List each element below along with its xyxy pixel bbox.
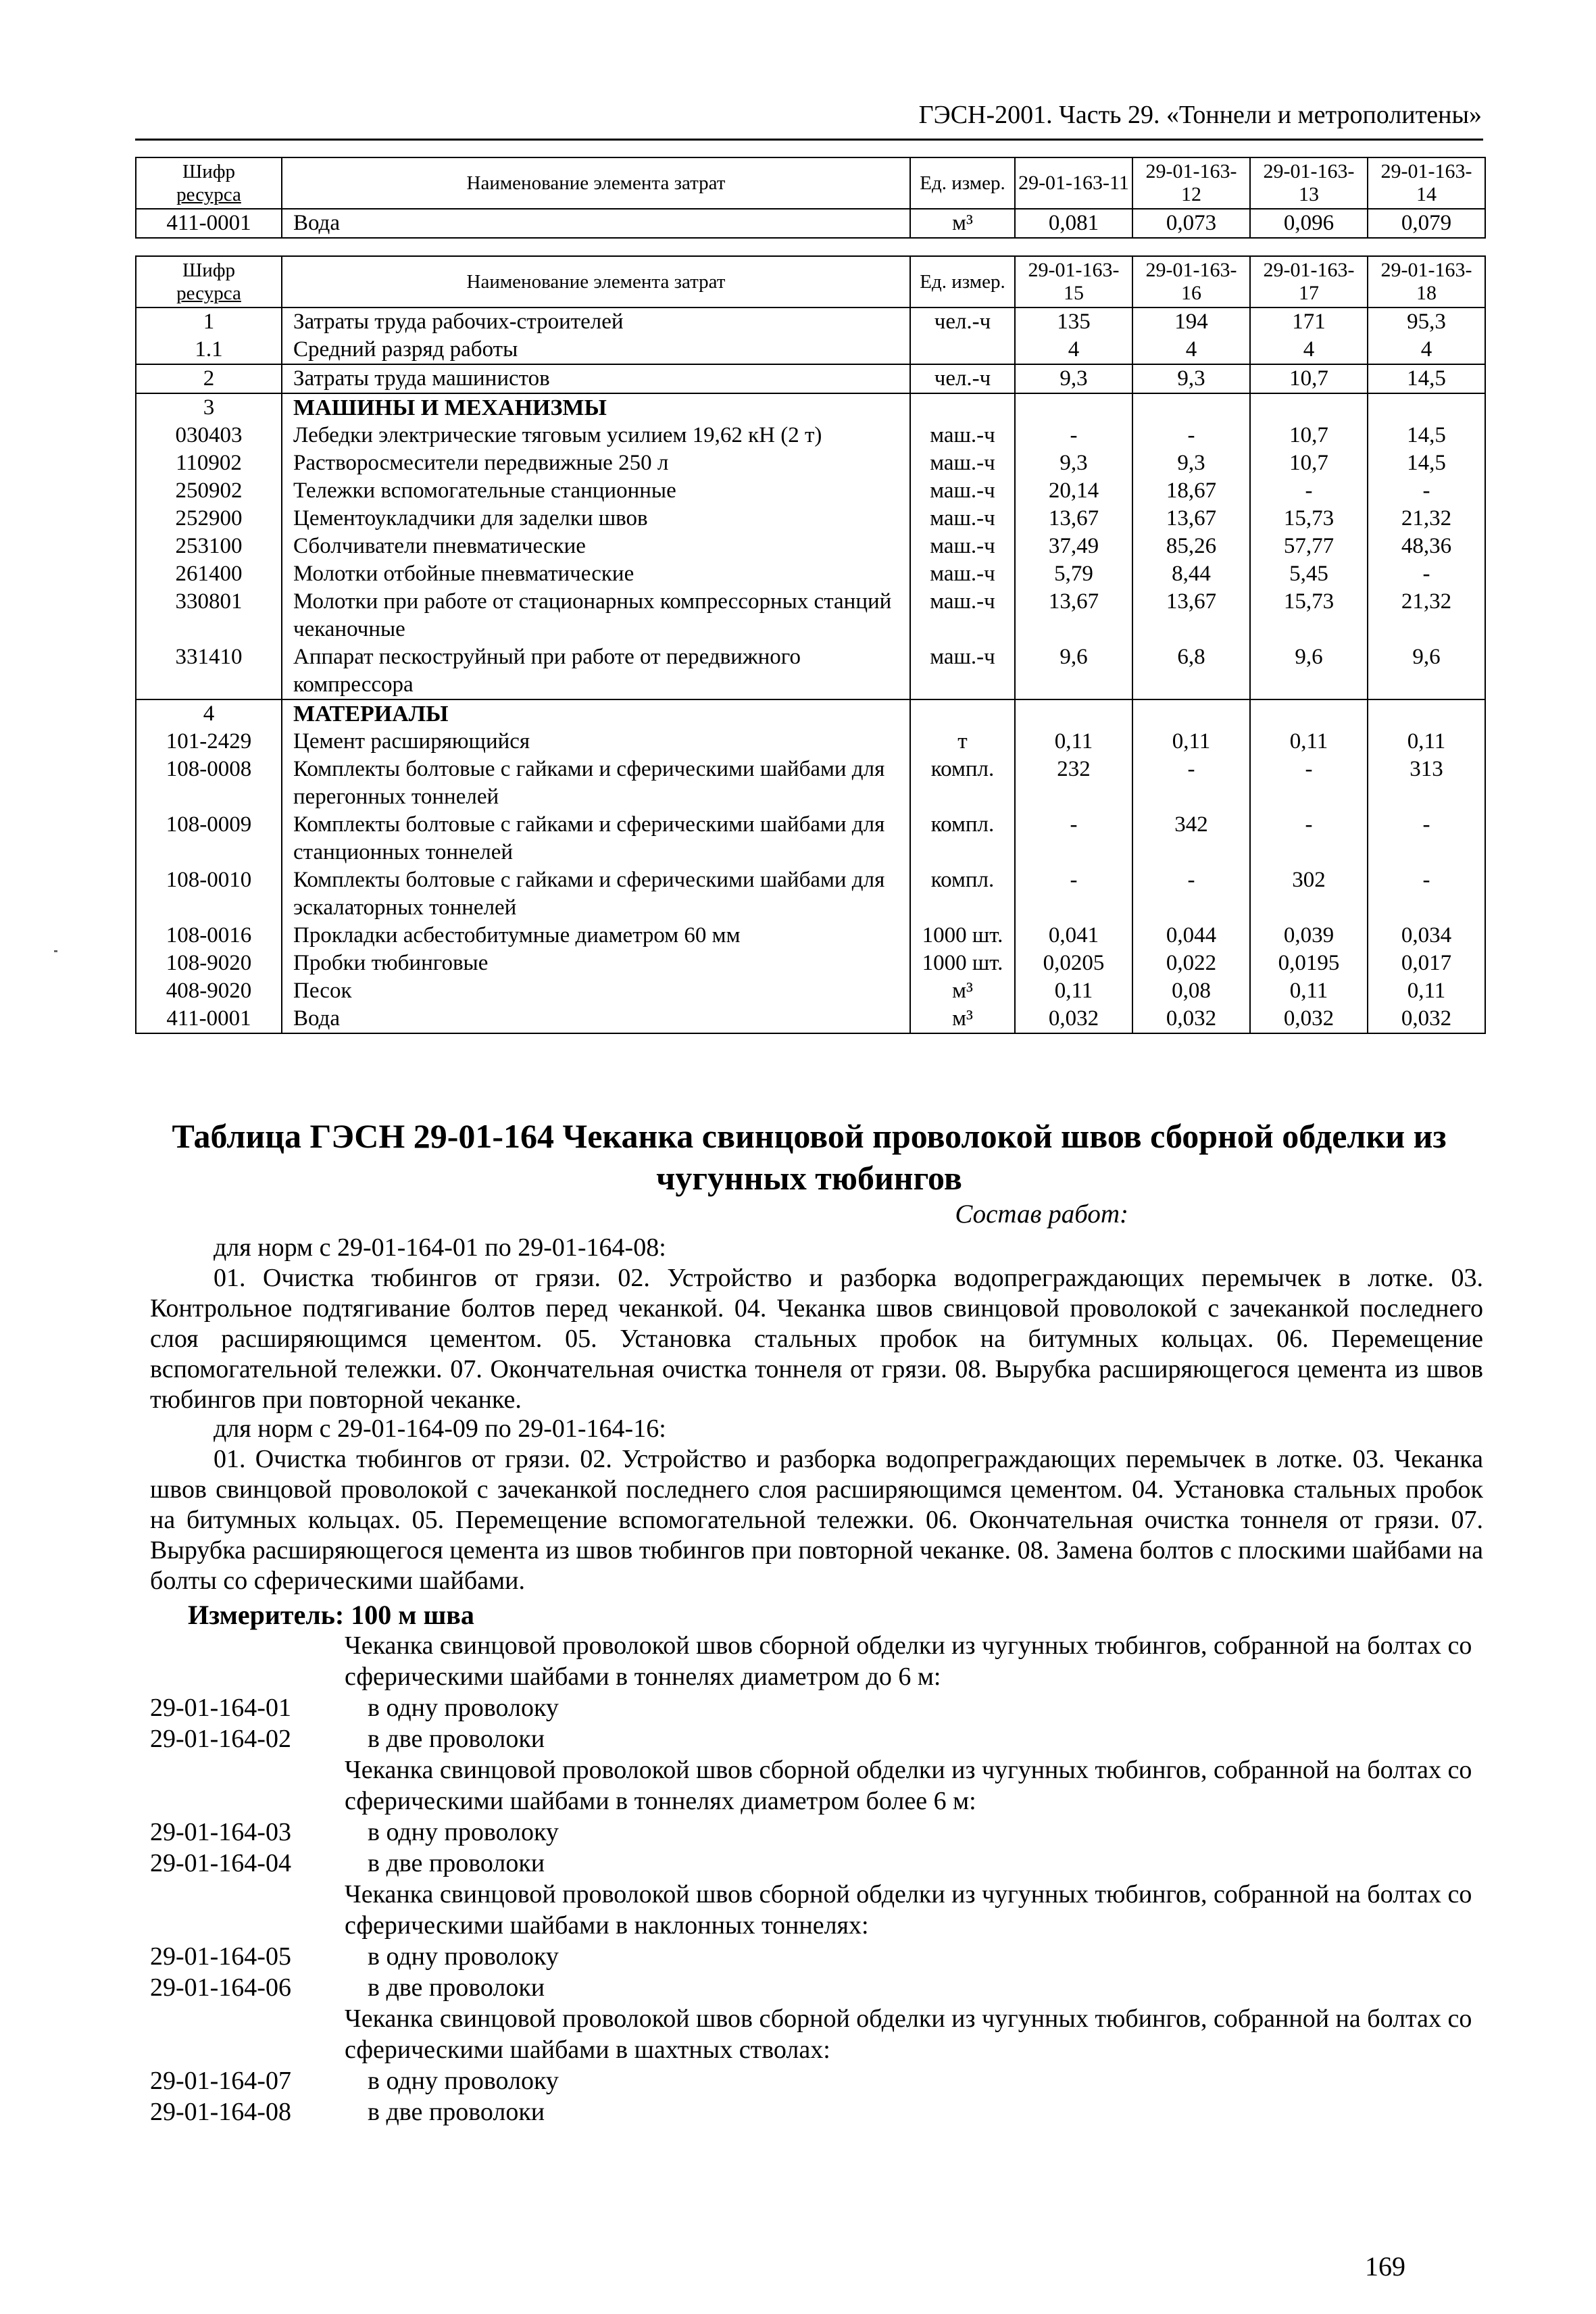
- resource-code-cell: 261400: [136, 560, 282, 588]
- value-cell: 0,08: [1132, 977, 1250, 1005]
- works-text: 01. Очистка тюбингов от грязи. 02. Устройство и разборка водопреграждающих перемычек в лотке. 03. Контрольное подтягивание болтов перед чеканкой. 04. Чеканка швов свинцовой проволокой с зачеканкой последнего слоя расширяющимся цементом. 05. Установка стальных пробок на битумных кольцах. 06. Перемещение вспомогательной тележки. 07. Окончательная очистка тоннеля от грязи. 08. Вырубка расширяющегося цемента из швов тюбингов при повторной чеканке.: [150, 1264, 1483, 1414]
- value-cell: 9,6: [1368, 643, 1485, 699]
- value-cell: -: [1250, 811, 1368, 866]
- meter-label: Измеритель: 100 м шва: [188, 1600, 474, 1630]
- value-cell: 0,034: [1368, 922, 1485, 950]
- unit-cell: чел.-ч: [910, 307, 1015, 336]
- table-row: [136, 336, 1485, 364]
- unit-cell: маш.-ч: [910, 643, 1015, 699]
- works-text: 01. Очистка тюбингов от грязи. 02. Устройство и разборка водопреграждающих перемычек в лотке. 03. Чеканка швов свинцовой проволокой с зачеканкой последнего слоя расширяющимся цементом. 04. Установка стальных пробок на битумных кольцах. 05. Перемещение вспомогательной тележки. 06. Окончательная очистка тоннеля от грязи. 07. Вырубка расширяющегося цемента из швов тюбингов при повторной чеканке. 08. Замена болтов с плоскими шайбами на болты со сферическими шайбами.: [150, 1445, 1483, 1595]
- unit-cell: компл.: [910, 811, 1015, 866]
- norm-row: [150, 1941, 1483, 1972]
- unit-header: Ед. измер.: [910, 157, 1015, 209]
- value-cell: 0,032: [1368, 1005, 1485, 1033]
- table-row: [136, 422, 1485, 449]
- resource-name-cell: Песок: [282, 977, 910, 1005]
- resource-name-cell: МАТЕРИАЛЫ: [282, 699, 910, 728]
- norm-group-description: Чеканка свинцовой проволокой швов сборной обделки из чугунных тюбингов, собранной на болтах со сферическими шайбами в наклонных тоннелях:: [345, 1880, 1472, 1940]
- value-cell: 0,073: [1132, 209, 1250, 238]
- norm-code: 29-01-164-02: [150, 1725, 291, 1753]
- value-cell: 0,11: [1015, 977, 1132, 1005]
- resource-code-cell: 3: [136, 393, 282, 422]
- value-cell: 194: [1132, 307, 1250, 336]
- value-cell: 313: [1368, 756, 1485, 811]
- resource-name-cell: Пробки тюбинговые: [282, 950, 910, 977]
- value-cell: 4: [1132, 336, 1250, 364]
- resource-name-cell: Комплекты болтовые с гайками и сферическими шайбами для станционных тоннелей: [282, 811, 910, 866]
- norm-group-description: Чеканка свинцовой проволокой швов сборной обделки из чугунных тюбингов, собранной на болтах со сферическими шайбами в тоннелях диаметром до 6 м:: [345, 1631, 1472, 1691]
- table-row: [136, 756, 1485, 811]
- resource-table-163-15-18: [135, 255, 1486, 1034]
- norm-label: в одну проволоку: [368, 2067, 559, 2095]
- resource-name-cell: Лебедки электрические тяговым усилием 19,62 кН (2 т): [282, 422, 910, 449]
- unit-cell: 1000 шт.: [910, 922, 1015, 950]
- value-cell: 10,7: [1250, 449, 1368, 477]
- value-cell: [1015, 393, 1132, 422]
- norm-row: [150, 1817, 1483, 1848]
- norm-code: 29-01-164-05: [150, 1942, 291, 1971]
- table-row: [136, 209, 1485, 238]
- value-cell: 57,77: [1250, 533, 1368, 560]
- code-header: [136, 157, 282, 209]
- value-cell: 14,5: [1368, 364, 1485, 393]
- value-cell: -: [1250, 756, 1368, 811]
- norm-code: 29-01-164-03: [150, 1818, 291, 1846]
- unit-cell: маш.-ч: [910, 560, 1015, 588]
- norm-column-header: 29-01-163-18: [1368, 256, 1485, 307]
- value-cell: 95,3: [1368, 307, 1485, 336]
- resource-code-cell: 108-0008: [136, 756, 282, 811]
- value-cell: -: [1132, 866, 1250, 922]
- value-cell: 37,49: [1015, 533, 1132, 560]
- norm-label: в одну проволоку: [368, 1818, 559, 1846]
- table-row: [136, 643, 1485, 699]
- resource-name-cell: Средний разряд работы: [282, 336, 910, 364]
- value-cell: 6,8: [1132, 643, 1250, 699]
- resource-code-cell: 108-0016: [136, 922, 282, 950]
- value-cell: 4: [1015, 336, 1132, 364]
- unit-cell: т: [910, 728, 1015, 756]
- value-cell: -: [1015, 422, 1132, 449]
- value-cell: 0,044: [1132, 922, 1250, 950]
- unit-cell: компл.: [910, 756, 1015, 811]
- norm-row: [150, 1723, 1483, 1754]
- works-intro: для норм с 29-01-164-09 по 29-01-164-16:: [214, 1414, 666, 1443]
- value-cell: 9,6: [1250, 643, 1368, 699]
- unit-cell: маш.-ч: [910, 477, 1015, 505]
- norm-label: в одну проволоку: [368, 1694, 559, 1722]
- resource-name-cell: Затраты труда машинистов: [282, 364, 910, 393]
- value-cell: [1132, 393, 1250, 422]
- value-cell: 0,11: [1368, 728, 1485, 756]
- value-cell: 9,3: [1132, 449, 1250, 477]
- value-cell: 0,032: [1250, 1005, 1368, 1033]
- norm-label: в две проволоки: [368, 1849, 545, 1877]
- resource-code-cell: 330801: [136, 588, 282, 643]
- value-cell: 0,022: [1132, 950, 1250, 977]
- norm-row: [150, 1972, 1483, 2003]
- resource-code-cell: 1.1: [136, 336, 282, 364]
- table-row: [136, 728, 1485, 756]
- value-cell: 0,11: [1132, 728, 1250, 756]
- value-cell: 171: [1250, 307, 1368, 336]
- value-cell: 10,7: [1250, 364, 1368, 393]
- value-cell: 14,5: [1368, 422, 1485, 449]
- value-cell: 0,11: [1368, 977, 1485, 1005]
- value-cell: 0,11: [1250, 977, 1368, 1005]
- norm-row: [150, 1848, 1483, 1879]
- resource-code-cell: 253100: [136, 533, 282, 560]
- section-subtitle: Состав работ:: [955, 1200, 1128, 1229]
- norm-row: [150, 1692, 1483, 1723]
- resource-code-cell: 411-0001: [136, 1005, 282, 1033]
- unit-cell: маш.-ч: [910, 449, 1015, 477]
- code-header: [136, 256, 282, 307]
- value-cell: 135: [1015, 307, 1132, 336]
- value-cell: 0,0195: [1250, 950, 1368, 977]
- value-cell: 5,45: [1250, 560, 1368, 588]
- unit-cell: [910, 393, 1015, 422]
- norm-label: в одну проволоку: [368, 1942, 559, 1971]
- running-header: ГЭСН-2001. Часть 29. «Тоннели и метрополитены»: [918, 101, 1482, 129]
- norm-row: [150, 2096, 1483, 2127]
- unit-cell: чел.-ч: [910, 364, 1015, 393]
- table-row: [136, 588, 1485, 643]
- norm-code: 29-01-164-08: [150, 2098, 291, 2126]
- norm-column-header: 29-01-163-12: [1132, 157, 1250, 209]
- resource-code-cell: 408-9020: [136, 977, 282, 1005]
- resource-table-163-11-14: [135, 157, 1486, 239]
- value-cell: 85,26: [1132, 533, 1250, 560]
- value-cell: 13,67: [1015, 588, 1132, 643]
- resource-code-cell: 110902: [136, 449, 282, 477]
- value-cell: 9,3: [1015, 364, 1132, 393]
- table-row: [136, 699, 1485, 728]
- section-title: Таблица ГЭСН 29-01-164 Чеканка свинцовой проволокой швов сборной обделки из чугунных тюбингов: [172, 1117, 1447, 1197]
- value-cell: 8,44: [1132, 560, 1250, 588]
- value-cell: [1250, 393, 1368, 422]
- resource-name-cell: Цемент расширяющийся: [282, 728, 910, 756]
- norm-column-header: 29-01-163-11: [1015, 157, 1132, 209]
- works-block-2: [150, 1414, 1483, 1596]
- table-row: [136, 533, 1485, 560]
- value-cell: [1368, 699, 1485, 728]
- unit-cell: [910, 699, 1015, 728]
- norm-code: 29-01-164-07: [150, 2067, 291, 2095]
- value-cell: 0,11: [1250, 728, 1368, 756]
- table-row: [136, 477, 1485, 505]
- value-cell: 13,67: [1015, 505, 1132, 533]
- norm-group-description: Чеканка свинцовой проволокой швов сборной обделки из чугунных тюбингов, собранной на болтах со сферическими шайбами в шахтных стволах:: [345, 2004, 1472, 2064]
- table-row: [136, 922, 1485, 950]
- value-cell: -: [1368, 477, 1485, 505]
- resource-name-cell: Молотки отбойные пневматические: [282, 560, 910, 588]
- value-cell: 10,7: [1250, 422, 1368, 449]
- value-cell: 13,67: [1132, 505, 1250, 533]
- norm-label: в две проволоки: [368, 2098, 545, 2126]
- resource-code-cell: 108-0009: [136, 811, 282, 866]
- norm-column-header: 29-01-163-16: [1132, 256, 1250, 307]
- resource-code-cell: 1: [136, 307, 282, 336]
- table-row: [136, 393, 1485, 422]
- resource-name-cell: Комплекты болтовые с гайками и сферическими шайбами для эскалаторных тоннелей: [282, 866, 910, 922]
- resource-code-cell: 030403: [136, 422, 282, 449]
- resource-name-cell: Цементоукладчики для заделки швов: [282, 505, 910, 533]
- norm-column-header: 29-01-163-17: [1250, 256, 1368, 307]
- norm-label: в две проволоки: [368, 1973, 545, 2002]
- unit-cell: маш.-ч: [910, 533, 1015, 560]
- value-cell: 0,032: [1132, 1005, 1250, 1033]
- page-number: 169: [1365, 2251, 1405, 2282]
- resource-name-cell: Тележки вспомогательные станционные: [282, 477, 910, 505]
- value-cell: 0,081: [1015, 209, 1132, 238]
- value-cell: -: [1015, 811, 1132, 866]
- value-cell: [1015, 699, 1132, 728]
- value-cell: -: [1368, 560, 1485, 588]
- table-row: [136, 1005, 1485, 1033]
- value-cell: 9,6: [1015, 643, 1132, 699]
- value-cell: 0,096: [1250, 209, 1368, 238]
- value-cell: 4: [1250, 336, 1368, 364]
- resource-code-cell: 4: [136, 699, 282, 728]
- value-cell: 15,73: [1250, 588, 1368, 643]
- table-row: [136, 505, 1485, 533]
- value-cell: 13,67: [1132, 588, 1250, 643]
- name-header: Наименование элемента затрат: [282, 157, 910, 209]
- resource-code-cell: 101-2429: [136, 728, 282, 756]
- value-cell: 9,3: [1015, 449, 1132, 477]
- norm-column-header: 29-01-163-14: [1368, 157, 1485, 209]
- resource-code-cell: 108-9020: [136, 950, 282, 977]
- norm-code: 29-01-164-04: [150, 1849, 291, 1877]
- value-cell: 0,039: [1250, 922, 1368, 950]
- table-row: [136, 811, 1485, 866]
- value-cell: 0,079: [1368, 209, 1485, 238]
- table-header-row: [136, 157, 1485, 209]
- value-cell: 9,3: [1132, 364, 1250, 393]
- value-cell: 15,73: [1250, 505, 1368, 533]
- resource-name-cell: Сболчиватели пневматические: [282, 533, 910, 560]
- resource-name-cell: Растворосмесители передвижные 250 л: [282, 449, 910, 477]
- table-row: [136, 866, 1485, 922]
- value-cell: 21,32: [1368, 505, 1485, 533]
- value-cell: -: [1132, 756, 1250, 811]
- works-block-1: [150, 1233, 1483, 1415]
- code-header-line1: Шифр: [182, 260, 236, 281]
- resource-name-cell: Прокладки асбестобитумные диаметром 60 мм: [282, 922, 910, 950]
- table-row: [136, 560, 1485, 588]
- value-cell: [1132, 699, 1250, 728]
- norm-list: [150, 1630, 1483, 2127]
- resource-code-cell: 2: [136, 364, 282, 393]
- norm-code: 29-01-164-06: [150, 1973, 291, 2002]
- resource-name-cell: Молотки при работе от стационарных компрессорных станций чеканочные: [282, 588, 910, 643]
- value-cell: 21,32: [1368, 588, 1485, 643]
- value-cell: [1368, 393, 1485, 422]
- scan-speck: [54, 950, 57, 952]
- norm-label: в две проволоки: [368, 1725, 545, 1753]
- name-header: Наименование элемента затрат: [282, 256, 910, 307]
- unit-cell: [910, 336, 1015, 364]
- value-cell: -: [1368, 866, 1485, 922]
- value-cell: 0,017: [1368, 950, 1485, 977]
- value-cell: 18,67: [1132, 477, 1250, 505]
- unit-cell: м³: [910, 977, 1015, 1005]
- resource-name-cell: Затраты труда рабочих-строителей: [282, 307, 910, 336]
- value-cell: 232: [1015, 756, 1132, 811]
- table-header-row: [136, 256, 1485, 307]
- resource-code-cell: 331410: [136, 643, 282, 699]
- unit-cell: маш.-ч: [910, 505, 1015, 533]
- resource-name-cell: Вода: [282, 209, 910, 238]
- value-cell: -: [1015, 866, 1132, 922]
- value-cell: 48,36: [1368, 533, 1485, 560]
- table-row: [136, 307, 1485, 336]
- value-cell: 4: [1368, 336, 1485, 364]
- value-cell: 302: [1250, 866, 1368, 922]
- resource-name-cell: Комплекты болтовые с гайками и сферическими шайбами для перегонных тоннелей: [282, 756, 910, 811]
- header-rule: [135, 139, 1483, 141]
- value-cell: 14,5: [1368, 449, 1485, 477]
- unit-cell: м³: [910, 209, 1015, 238]
- code-header-line2: ресурса: [176, 282, 241, 304]
- norm-code: 29-01-164-01: [150, 1694, 291, 1722]
- norm-column-header: 29-01-163-15: [1015, 256, 1132, 307]
- norm-group-description: Чеканка свинцовой проволокой швов сборной обделки из чугунных тюбингов, собранной на болтах со сферическими шайбами в тоннелях диаметром более 6 м:: [345, 1756, 1472, 1815]
- value-cell: 0,0205: [1015, 950, 1132, 977]
- resource-code-cell: 252900: [136, 505, 282, 533]
- table-row: [136, 977, 1485, 1005]
- value-cell: 0,041: [1015, 922, 1132, 950]
- table-row: [136, 364, 1485, 393]
- value-cell: 20,14: [1015, 477, 1132, 505]
- code-header-line2: ресурса: [176, 184, 241, 205]
- value-cell: 0,11: [1015, 728, 1132, 756]
- unit-cell: компл.: [910, 866, 1015, 922]
- works-intro: для норм с 29-01-164-01 по 29-01-164-08:: [214, 1233, 666, 1262]
- resource-name-cell: Аппарат пескоструйный при работе от передвижного компрессора: [282, 643, 910, 699]
- resource-code-cell: 250902: [136, 477, 282, 505]
- code-header-line1: Шифр: [182, 161, 236, 182]
- value-cell: -: [1250, 477, 1368, 505]
- unit-cell: м³: [910, 1005, 1015, 1033]
- unit-cell: 1000 шт.: [910, 950, 1015, 977]
- unit-cell: маш.-ч: [910, 422, 1015, 449]
- value-cell: [1250, 699, 1368, 728]
- norm-column-header: 29-01-163-13: [1250, 157, 1368, 209]
- unit-header: Ед. измер.: [910, 256, 1015, 307]
- value-cell: 342: [1132, 811, 1250, 866]
- norm-row: [150, 2065, 1483, 2096]
- table-row: [136, 950, 1485, 977]
- resource-name-cell: Вода: [282, 1005, 910, 1033]
- unit-cell: маш.-ч: [910, 588, 1015, 643]
- value-cell: 5,79: [1015, 560, 1132, 588]
- value-cell: 0,032: [1015, 1005, 1132, 1033]
- resource-code-cell: 108-0010: [136, 866, 282, 922]
- table-row: [136, 449, 1485, 477]
- resource-name-cell: МАШИНЫ И МЕХАНИЗМЫ: [282, 393, 910, 422]
- value-cell: -: [1368, 811, 1485, 866]
- resource-code-cell: 411-0001: [136, 209, 282, 238]
- value-cell: -: [1132, 422, 1250, 449]
